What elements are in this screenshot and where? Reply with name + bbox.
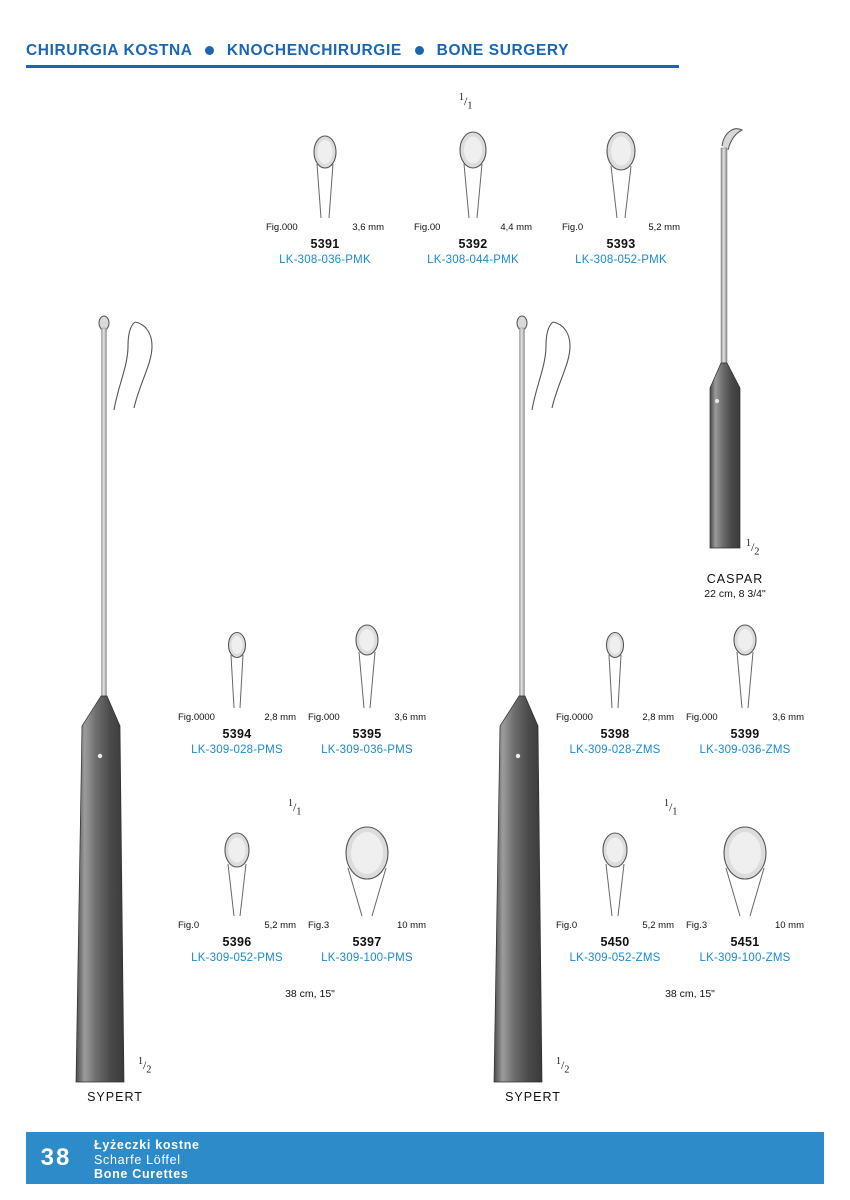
fig-label: Fig.000 (686, 712, 718, 723)
item-ref: LK-309-100-PMS (321, 952, 413, 964)
size-label: 2,8 mm (642, 712, 674, 723)
item-ref: LK-309-036-ZMS (699, 744, 791, 756)
item-code: 5391 (310, 237, 340, 251)
curette-tip-graphic (556, 828, 674, 918)
size-label: 3,6 mm (394, 712, 426, 723)
instrument-5397 (308, 824, 426, 964)
instrument-5391 (266, 130, 384, 266)
scale-fraction-right-lower: $^1/_1$ (664, 798, 678, 818)
item-code: 5398 (600, 727, 630, 741)
curette-tip-graphic (686, 824, 804, 918)
instrument-5451 (686, 824, 804, 964)
footer-caption-de: Scharfe Löffel (94, 1152, 181, 1167)
fig-label: Fig.00 (414, 222, 441, 233)
scale-fraction-sypert-left: $^1/_2$ (138, 1056, 152, 1076)
bullet-dot-icon (415, 46, 424, 55)
fig-label: Fig.0000 (178, 712, 215, 723)
fig-label: Fig.0 (562, 222, 584, 233)
curette-tip-graphic (178, 828, 296, 918)
caspar-dims: 22 cm, 8 3/4" (704, 588, 766, 600)
size-label: 5,2 mm (642, 920, 674, 931)
curette-tip-graphic (414, 126, 532, 220)
scale-fraction-top: $^1/_1$ (459, 92, 473, 112)
header-title-de: KNOCHENCHIRURGIE (226, 42, 402, 59)
fig-label: Fig.0 (556, 920, 578, 931)
fig-label: Fig.3 (308, 920, 330, 931)
header-title-pl: CHIRURGIA KOSTNA (26, 42, 193, 59)
item-ref: LK-309-036-PMS (321, 744, 413, 756)
sypert-left-dims: 38 cm, 15" (285, 988, 335, 1000)
size-label: 10 mm (396, 920, 426, 931)
page-number: 38 (40, 1144, 72, 1171)
item-code: 5394 (222, 727, 252, 741)
instrument-5450 (556, 828, 674, 964)
bullet-dot-icon (205, 46, 214, 55)
fig-label: Fig.0 (178, 920, 200, 931)
caspar-name: CASPAR (706, 572, 764, 586)
size-label: 10 mm (774, 920, 804, 931)
footer-captions (94, 1138, 200, 1182)
item-code: 5399 (730, 727, 760, 741)
curette-tip-graphic (308, 824, 426, 918)
item-code: 5396 (222, 935, 252, 949)
item-code: 5450 (600, 935, 630, 949)
instrument-5394 (178, 628, 296, 756)
item-code: 5397 (352, 935, 382, 949)
curette-tip-graphic (266, 130, 384, 220)
item-code: 5393 (606, 237, 636, 251)
item-ref: LK-309-028-ZMS (569, 744, 661, 756)
caspar-labels (650, 572, 820, 600)
instrument-5398 (556, 628, 674, 756)
instrument-5399 (686, 620, 804, 756)
curette-tip-graphic (562, 126, 680, 220)
sypert-left-label (40, 1090, 190, 1104)
fig-label: Fig.000 (308, 712, 340, 723)
instrument-5392 (414, 126, 532, 266)
fig-label: Fig.000 (266, 222, 298, 233)
scale-fraction-caspar: $^1/_2$ (746, 538, 760, 558)
item-ref: LK-308-036-PMK (279, 254, 371, 266)
item-ref: LK-308-044-PMK (427, 254, 519, 266)
curette-tip-graphic (556, 628, 674, 710)
instrument-5396 (178, 828, 296, 964)
fig-label: Fig.3 (686, 920, 708, 931)
instrument-5393 (562, 126, 680, 266)
header-titles (26, 42, 686, 60)
size-label: 5,2 mm (648, 222, 680, 233)
size-label: 5,2 mm (264, 920, 296, 931)
item-ref: LK-309-100-ZMS (699, 952, 791, 964)
item-ref: LK-309-028-PMS (191, 744, 283, 756)
fig-label: Fig.0000 (556, 712, 593, 723)
sypert-right-dims: 38 cm, 15" (665, 988, 715, 1000)
curette-tip-graphic (178, 628, 296, 710)
page-header (26, 42, 686, 68)
caspar-instrument-graphic (690, 118, 780, 568)
sypert-left-name: SYPERT (87, 1090, 143, 1104)
item-ref: LK-309-052-ZMS (569, 952, 661, 964)
item-code: 5392 (458, 237, 488, 251)
item-code: 5451 (730, 935, 760, 949)
item-code: 5395 (352, 727, 382, 741)
size-label: 4,4 mm (500, 222, 532, 233)
sypert-right-label (458, 1090, 608, 1104)
header-rule (26, 65, 679, 68)
size-label: 3,6 mm (352, 222, 384, 233)
size-label: 2,8 mm (264, 712, 296, 723)
item-ref: LK-309-052-PMS (191, 952, 283, 964)
size-label: 3,6 mm (772, 712, 804, 723)
item-ref: LK-308-052-PMK (575, 254, 667, 266)
footer-caption-en: Bone Curettes (94, 1167, 189, 1181)
curette-tip-graphic (308, 620, 426, 710)
scale-fraction-sypert-right: $^1/_2$ (556, 1056, 570, 1076)
instrument-5395 (308, 620, 426, 756)
scale-fraction-left-lower: $^1/_1$ (288, 798, 302, 818)
header-title-en: BONE SURGERY (436, 42, 570, 59)
footer-caption-pl: Łyżeczki kostne (94, 1138, 200, 1152)
curette-tip-graphic (686, 620, 804, 710)
sypert-right-name: SYPERT (505, 1090, 561, 1104)
page-footer (26, 1132, 824, 1184)
